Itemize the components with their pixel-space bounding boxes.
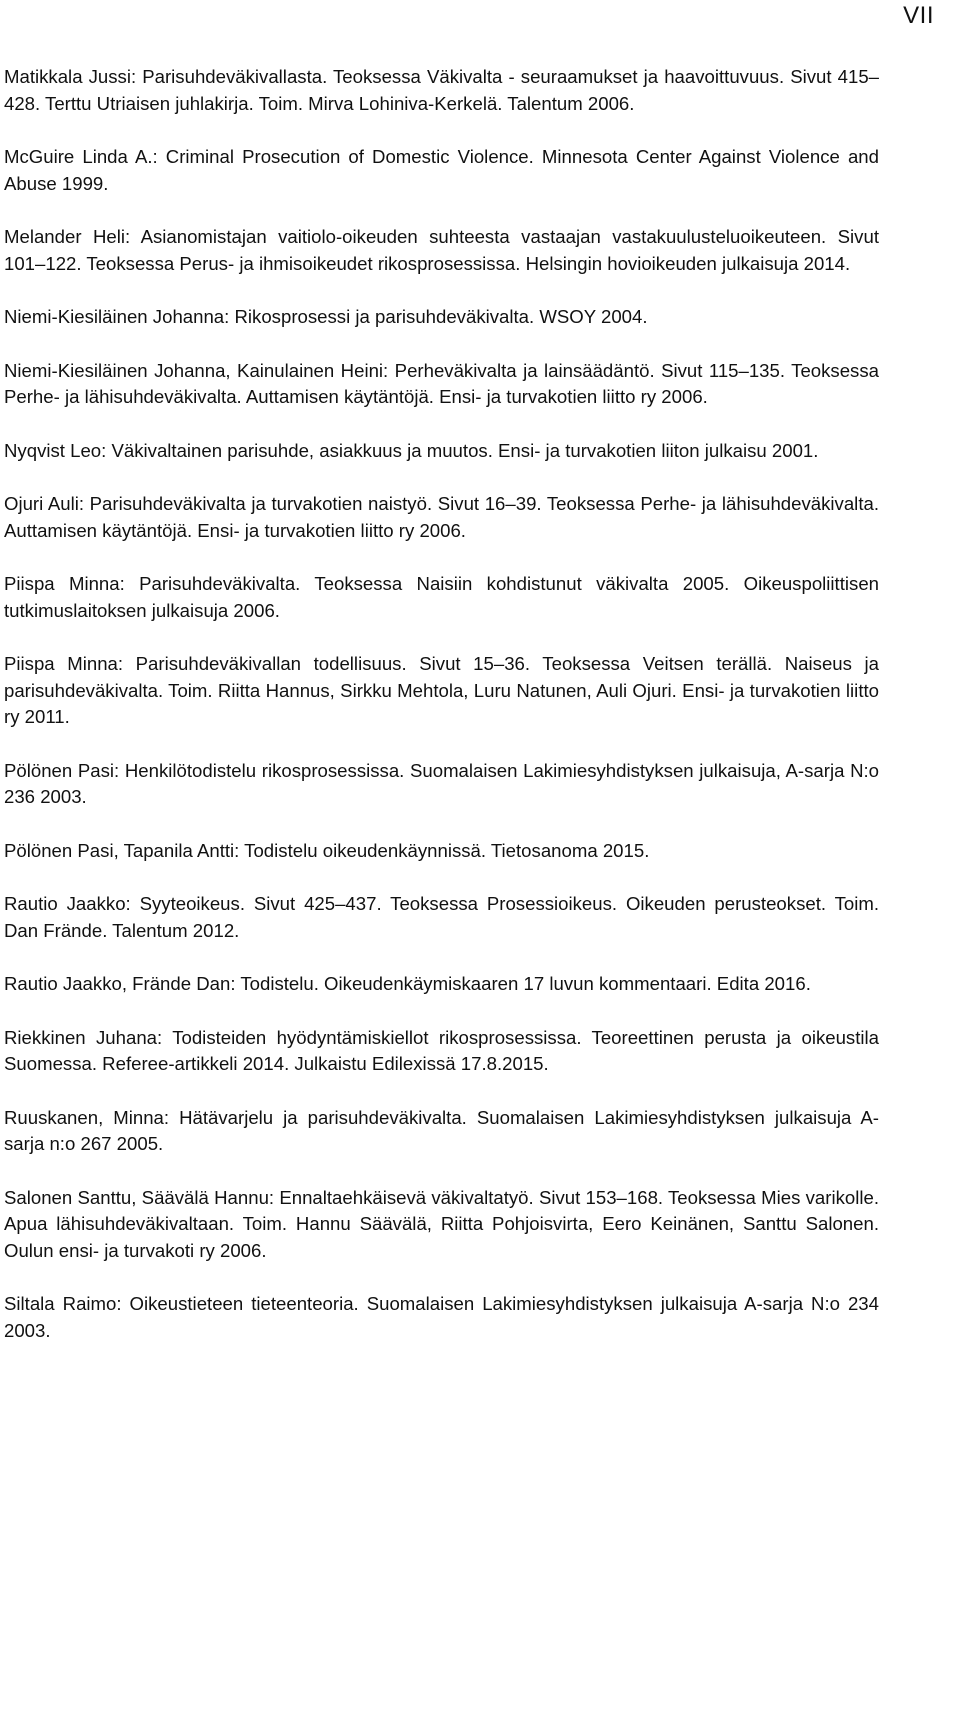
reference-entry: Nyqvist Leo: Väkivaltainen parisuhde, asiakkuus ja muutos. Ensi- ja turvakotien liiton julkaisu 2001. bbox=[4, 439, 819, 461]
reference-entry: Ojuri Auli: Parisuhdeväkivalta ja turvakotien naistyö. Sivut 16–39. Teoksessa Perhe- ja lähisuhdeväkivalta. Auttamisen käytäntöjä. Ensi- ja turvakotien liitto ry 2006. bbox=[4, 493, 879, 541]
reference-entry: Ruuskanen, Minna: Hätävarjelu ja parisuhdeväkivalta. Suomalaisen Lakimiesyhdistyksen julkaisuja A-sarja n:o 267 2005. bbox=[4, 1106, 879, 1154]
reference-entry: Siltala Raimo: Oikeustieteen tieteenteoria. Suomalaisen Lakimiesyhdistyksen julkaisuja A-sarja N:o 234 2003. bbox=[4, 1293, 879, 1341]
reference-entry: Salonen Santtu, Säävälä Hannu: Ennaltaehkäisevä väkivaltatyö. Sivut 153–168. Teoksessa Mies varikolle. Apua lähisuhdeväkivaltaan. Toim. Hannu Säävälä, Riitta Pohjoisvirta, Eero Keinänen, Santtu Salonen. Oulun ensi- ja turvakoti ry 2006. bbox=[4, 1186, 879, 1261]
reference-entry: Pölönen Pasi: Henkilötodistelu rikosprosessissa. Suomalaisen Lakimiesyhdistyksen julkaisuja, A-sarja N:o 236 2003. bbox=[4, 759, 879, 807]
reference-entry: Matikkala Jussi: Parisuhdeväkivallasta. Teoksessa Väkivalta - seuraamukset ja haavoittuvuus. Sivut 415–428. Terttu Utriaisen juhlakirja. Toim. Mirva Lohiniva-Kerkelä. Talentum 2006. bbox=[4, 66, 879, 114]
reference-entry: Niemi-Kiesiläinen Johanna: Rikosprosessi ja parisuhdeväkivalta. WSOY 2004. bbox=[4, 306, 648, 327]
reference-entry: Pölönen Pasi, Tapanila Antti: Todistelu oikeudenkäynnissä. Tietosanoma 2015. bbox=[4, 839, 650, 861]
reference-entry: Piispa Minna: Parisuhdeväkivallan todellisuus. Sivut 15–36. Teoksessa Veitsen terällä. Naiseus ja parisuhdeväkivalta. Toim. Riitta Hannus, Sirkku Mehtola, Luru Natunen, Auli Ojuri. Ensi- ja turvakotien liitto ry 2011. bbox=[4, 653, 879, 727]
reference-entry: Rautio Jaakko, Frände Dan: Todistelu. Oikeudenkäymiskaaren 17 luvun kommentaari. Edita 2016. bbox=[4, 973, 811, 994]
reference-list bbox=[4, 64, 879, 1344]
page-number: VII bbox=[903, 2, 934, 29]
reference-entry: Melander Heli: Asianomistajan vaitiolo-oikeuden suhteesta vastaajan vastakuulusteluoikeuteen. Sivut 101–122. Teoksessa Perus- ja ihmisoikeudet rikosprosessissa. Helsingin hovioikeuden julkaisuja 2014. bbox=[4, 226, 879, 274]
reference-entry: Rautio Jaakko: Syyteoikeus. Sivut 425–437. Teoksessa Prosessioikeus. Oikeuden perusteokset. Toim. Dan Frände. Talentum 2012. bbox=[4, 893, 879, 941]
reference-entry: McGuire Linda A.: Criminal Prosecution of Domestic Violence. Minnesota Center Against Violence and Abuse 1999. bbox=[4, 146, 879, 194]
reference-entry: Riekkinen Juhana: Todisteiden hyödyntämiskiellot rikosprosessissa. Teoreettinen perusta ja oikeustila Suomessa. Referee-artikkeli 2014. Julkaistu Edilexissä 17.8.2015. bbox=[4, 1026, 879, 1074]
reference-entry: Niemi-Kiesiläinen Johanna, Kainulainen Heini: Perheväkivalta ja lainsäädäntö. Sivut 115–135. Teoksessa Perhe- ja lähisuhdeväkivalta. Auttamisen käytäntöjä. Ensi- ja turvakotien liitto ry 2006. bbox=[4, 359, 879, 407]
reference-entry: Piispa Minna: Parisuhdeväkivalta. Teoksessa Naisiin kohdistunut väkivalta 2005. Oikeuspoliittisen tutkimuslaitoksen julkaisuja 2006. bbox=[4, 573, 879, 621]
